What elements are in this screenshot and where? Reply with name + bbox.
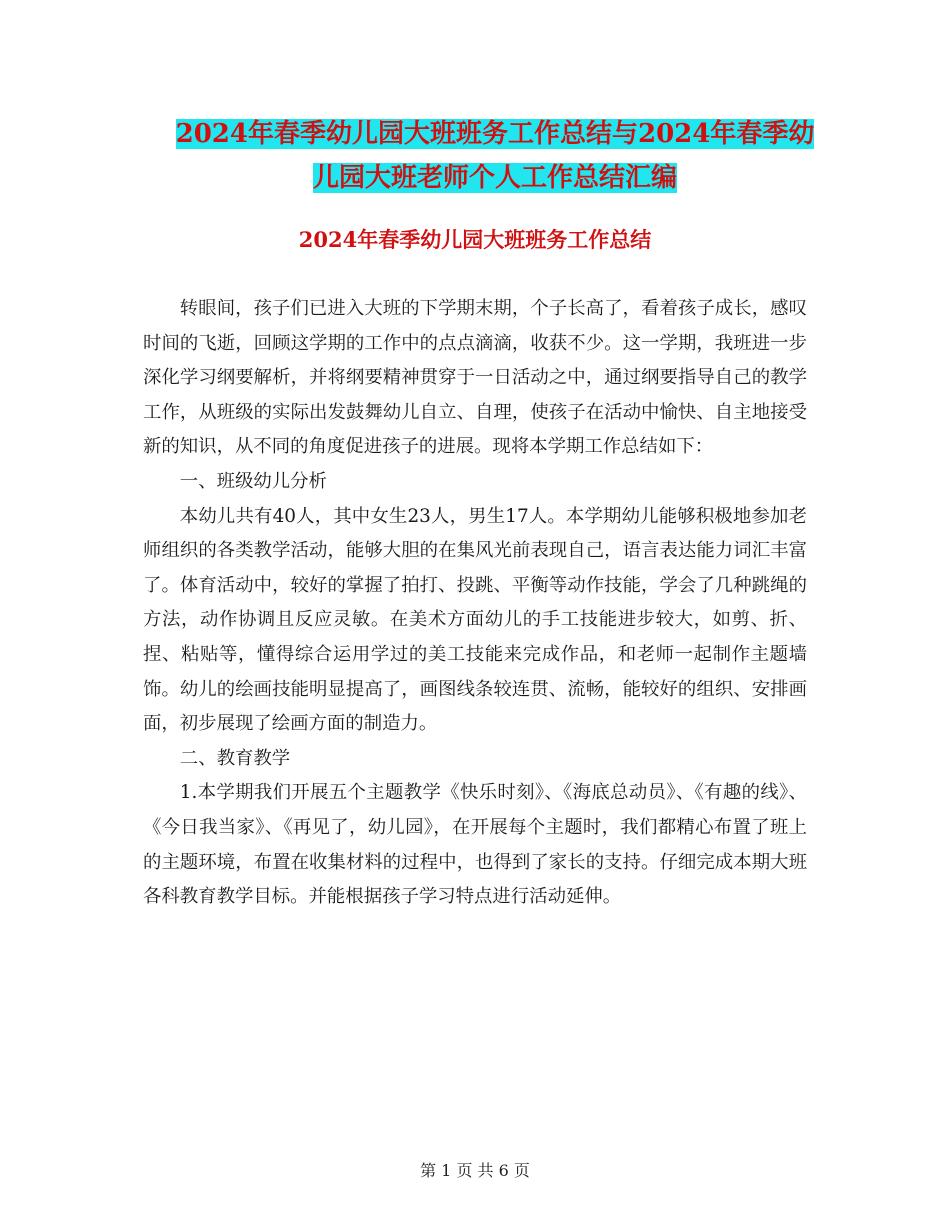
paragraph-intro: 转眼间，孩子们已进入大班的下学期末期，个子长高了，看着孩子成长，感叹时间的飞逝，回顾这学期的工作中的点点滴滴，收获不少。这一学期，我班进一步深化学习纲要解析，并将纲要精神贯穿于一日活动之中，通过纲要指导自己的教学工作，从班级的实际出发鼓舞幼儿自立、自理，使孩子在活动中愉快、自主地接受新的知识，从不同的角度促进孩子的进展。现将本学期工作总结如下： [143,298,807,458]
paragraph-class-analysis: 本幼儿共有40人，其中女生23人，男生17人。本学期幼儿能够积极地参加老师组织的各类教学活动，能够大胆的在集风光前表现自己，语言表达能力词汇丰富了。体育活动中，较好的掌握了拍打、投跳、平衡等动作技能，学会了几种跳绳的方法，动作协调且反应灵敏。在美术方面幼儿的手工技能进步较大，如剪、折、捏、粘贴等，懂得综合运用学过的美工技能来完成作品，和老师一起制作主题墙饰。幼儿的绘画技能明显提高了，画图线条较连贯、流畅，能较好的组织、安排画面，初步展现了绘画方面的制造力。 [143,505,807,735]
heading-education-teaching: 二、教育教学 [179,747,291,769]
document-body [143,292,807,915]
document-title-line-2: 儿园大班老师个人工作总结汇编 [312,163,677,193]
section-title: 2024年春季幼儿园大班班务工作总结 [298,227,652,252]
heading-class-analysis: 一、班级幼儿分析 [179,470,327,492]
paragraph-education-teaching: 1.本学期我们开展五个主题教学《快乐时刻》、《海底总动员》、《有趣的线》、《今日我当家》、《再见了，幼儿园》，在开展每个主题时，我们都精心布置了班上的主题环境，布置在收集材料的过程中，也得到了家长的支持。仔细完成本期大班各科教育教学目标。并能根据孩子学习特点进行活动延伸。 [143,782,807,908]
page-footer: 第 1 页 共 6 页 [420,1161,530,1180]
document-title-line-1: 2024年春季幼儿园大班班务工作总结与2024年春季幼 [175,119,815,149]
document-title [100,112,890,200]
